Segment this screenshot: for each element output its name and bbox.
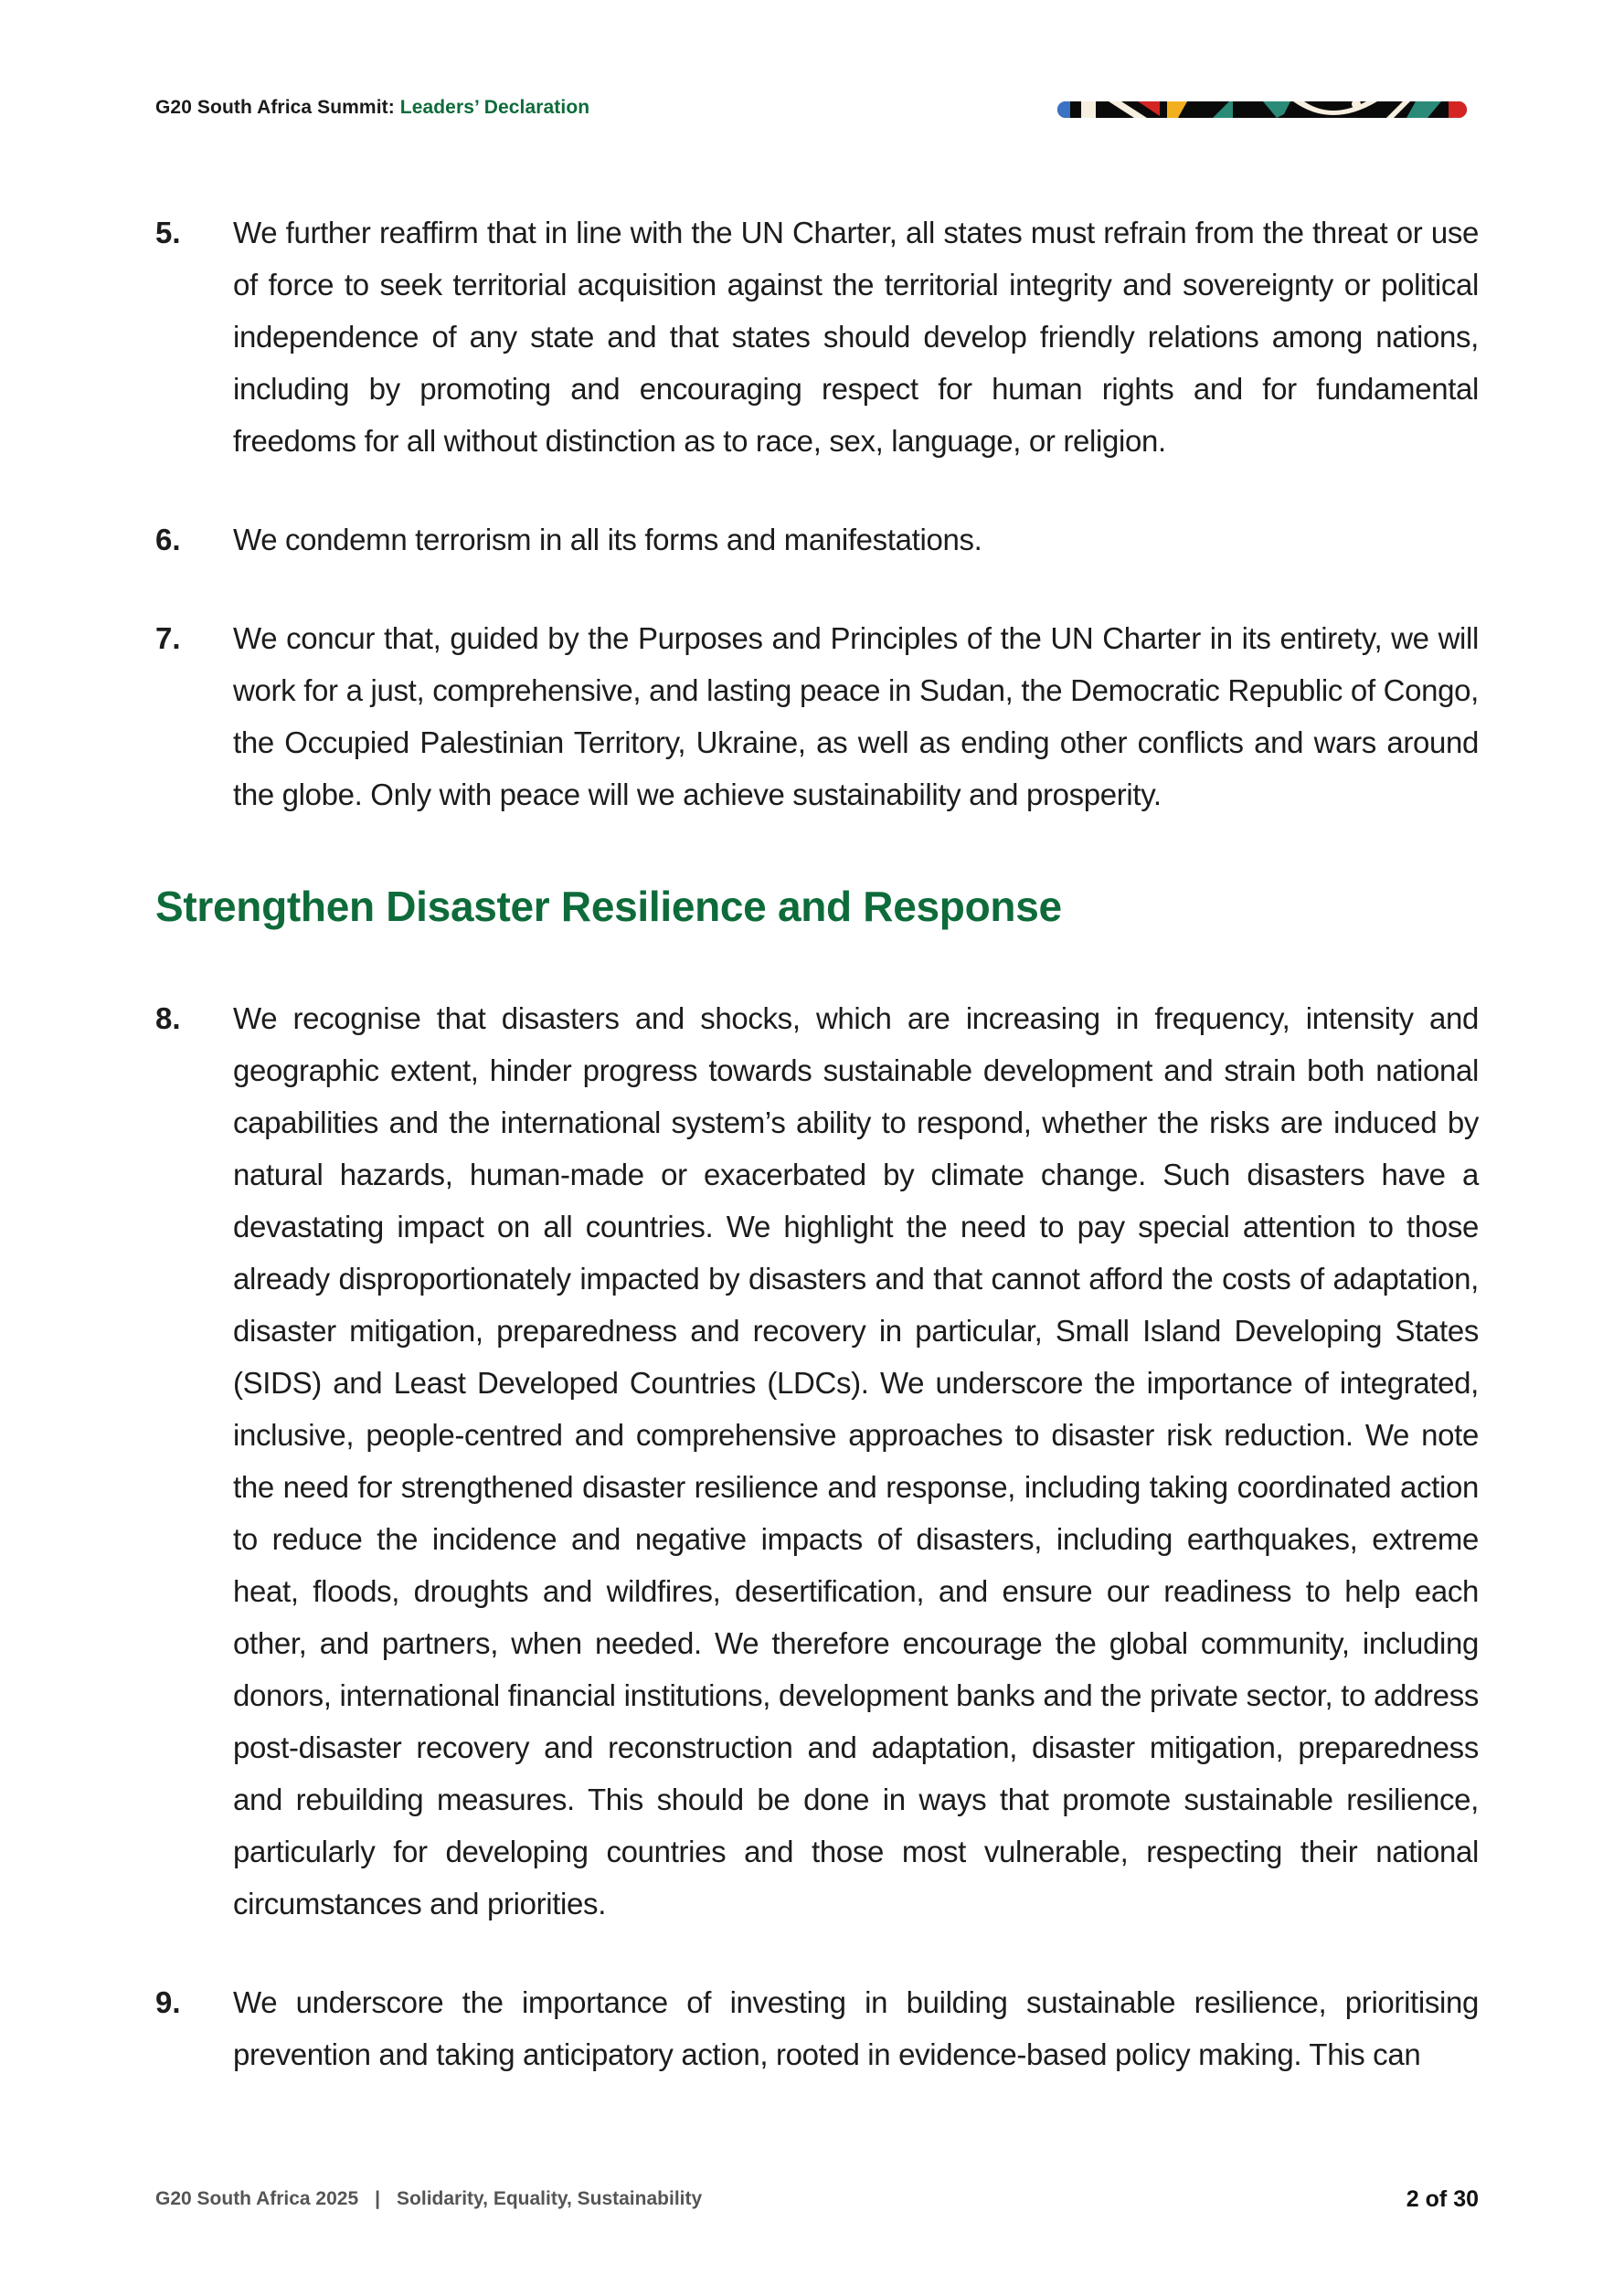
band-cream-stripe xyxy=(1081,101,1096,118)
footer-tagline: Solidarity, Equality, Sustainability xyxy=(397,2188,703,2209)
header-title-prefix: G20 South Africa Summit: xyxy=(155,97,400,118)
page-indicator: 2 of 30 xyxy=(1406,2186,1479,2212)
footer-separator: | xyxy=(375,2188,381,2209)
running-header xyxy=(155,97,589,119)
footer-event: G20 South Africa 2025 xyxy=(155,2188,359,2209)
paragraph-7 xyxy=(155,612,1479,820)
paragraph-8 xyxy=(155,992,1479,1930)
paragraph-9 xyxy=(155,1976,1479,2080)
paragraph-number: 5. xyxy=(155,216,181,249)
paragraph-5 xyxy=(155,206,1479,467)
document-body xyxy=(155,206,1479,2080)
paragraph-number: 8. xyxy=(155,1001,181,1035)
band-blue-cap xyxy=(1057,101,1070,118)
paragraph-text: We recognise that disasters and shocks, which are increasing in frequency, intensity and geographic extent, hinder progress towards sustainable development and strain both national capabilities and the international system’s ability to respond, whether the risks are induced by natural hazards, human-made or exacerbated by climate change. Such disasters have a devastating impact on all countries. We highlight the need to pay special attention to those already disproportionately impacted by disasters and that cannot afford the costs of adaptation, disaster mitigation, preparedness and recovery in particular, Small Island Developing States (SIDS) and Least Developed Countries (LDCs). We underscore the importance of integrated, inclusive, people-centred and comprehensive approaches to disaster risk reduction. We note the need for strengthened disaster resilience and response, including taking coordinated action to reduce the incidence and negative impacts of disasters, including earthquakes, extreme heat, floods, droughts and wildfires, desertification, and ensure our readiness to help each other, and partners, when needed. We therefore encourage the global community, including donors, international financial institutions, development banks and the private sector, to address post-disaster recovery and reconstruction and adaptation, disaster mitigation, preparedness and rebuilding measures. This should be done in ways that promote sustainable resilience, particularly for developing countries and those most vulnerable, respecting their national circumstances and priorities. xyxy=(233,1001,1479,1920)
section-heading: Strengthen Disaster Resilience and Response xyxy=(155,883,1062,930)
paragraph-text: We concur that, guided by the Purposes and Principles of the UN Charter in its entirety, we will work for a just, comprehensive, and lasting peace in Sudan, the Democratic Republic of Congo, the Occupied Palestinian Territory, Ukraine, as well as ending other conflicts and wars around the globe. Only with peace will we achieve sustainability and prosperity. xyxy=(233,621,1479,811)
paragraph-text: We condemn terrorism in all its forms and manifestations. xyxy=(233,523,982,556)
paragraph-text: We underscore the importance of investing in building sustainable resilience, prioritising prevention and taking anticipatory action, rooted in evidence-based policy making. This can xyxy=(233,1985,1479,2071)
paragraph-text: We further reaffirm that in line with the UN Charter, all states must refrain from the threat or use of force to seek territorial acquisition against the territorial integrity and sovereignty or political independence of any state and that states should develop friendly relations among nations, including by promoting and encouraging respect for human rights and for fundamental freedoms for all without distinction as to race, sex, language, or religion. xyxy=(233,216,1479,458)
running-footer xyxy=(155,2188,1479,2216)
header-title-accent: Leaders’ Declaration xyxy=(399,97,590,118)
paragraph-number: 9. xyxy=(155,1985,181,2019)
paragraph-number: 7. xyxy=(155,621,181,655)
paragraph-number: 6. xyxy=(155,523,181,556)
african-pattern-band-icon xyxy=(1057,101,1467,118)
band-red-cap xyxy=(1449,101,1467,118)
footer-left xyxy=(155,2188,702,2210)
paragraph-6 xyxy=(155,513,1479,566)
